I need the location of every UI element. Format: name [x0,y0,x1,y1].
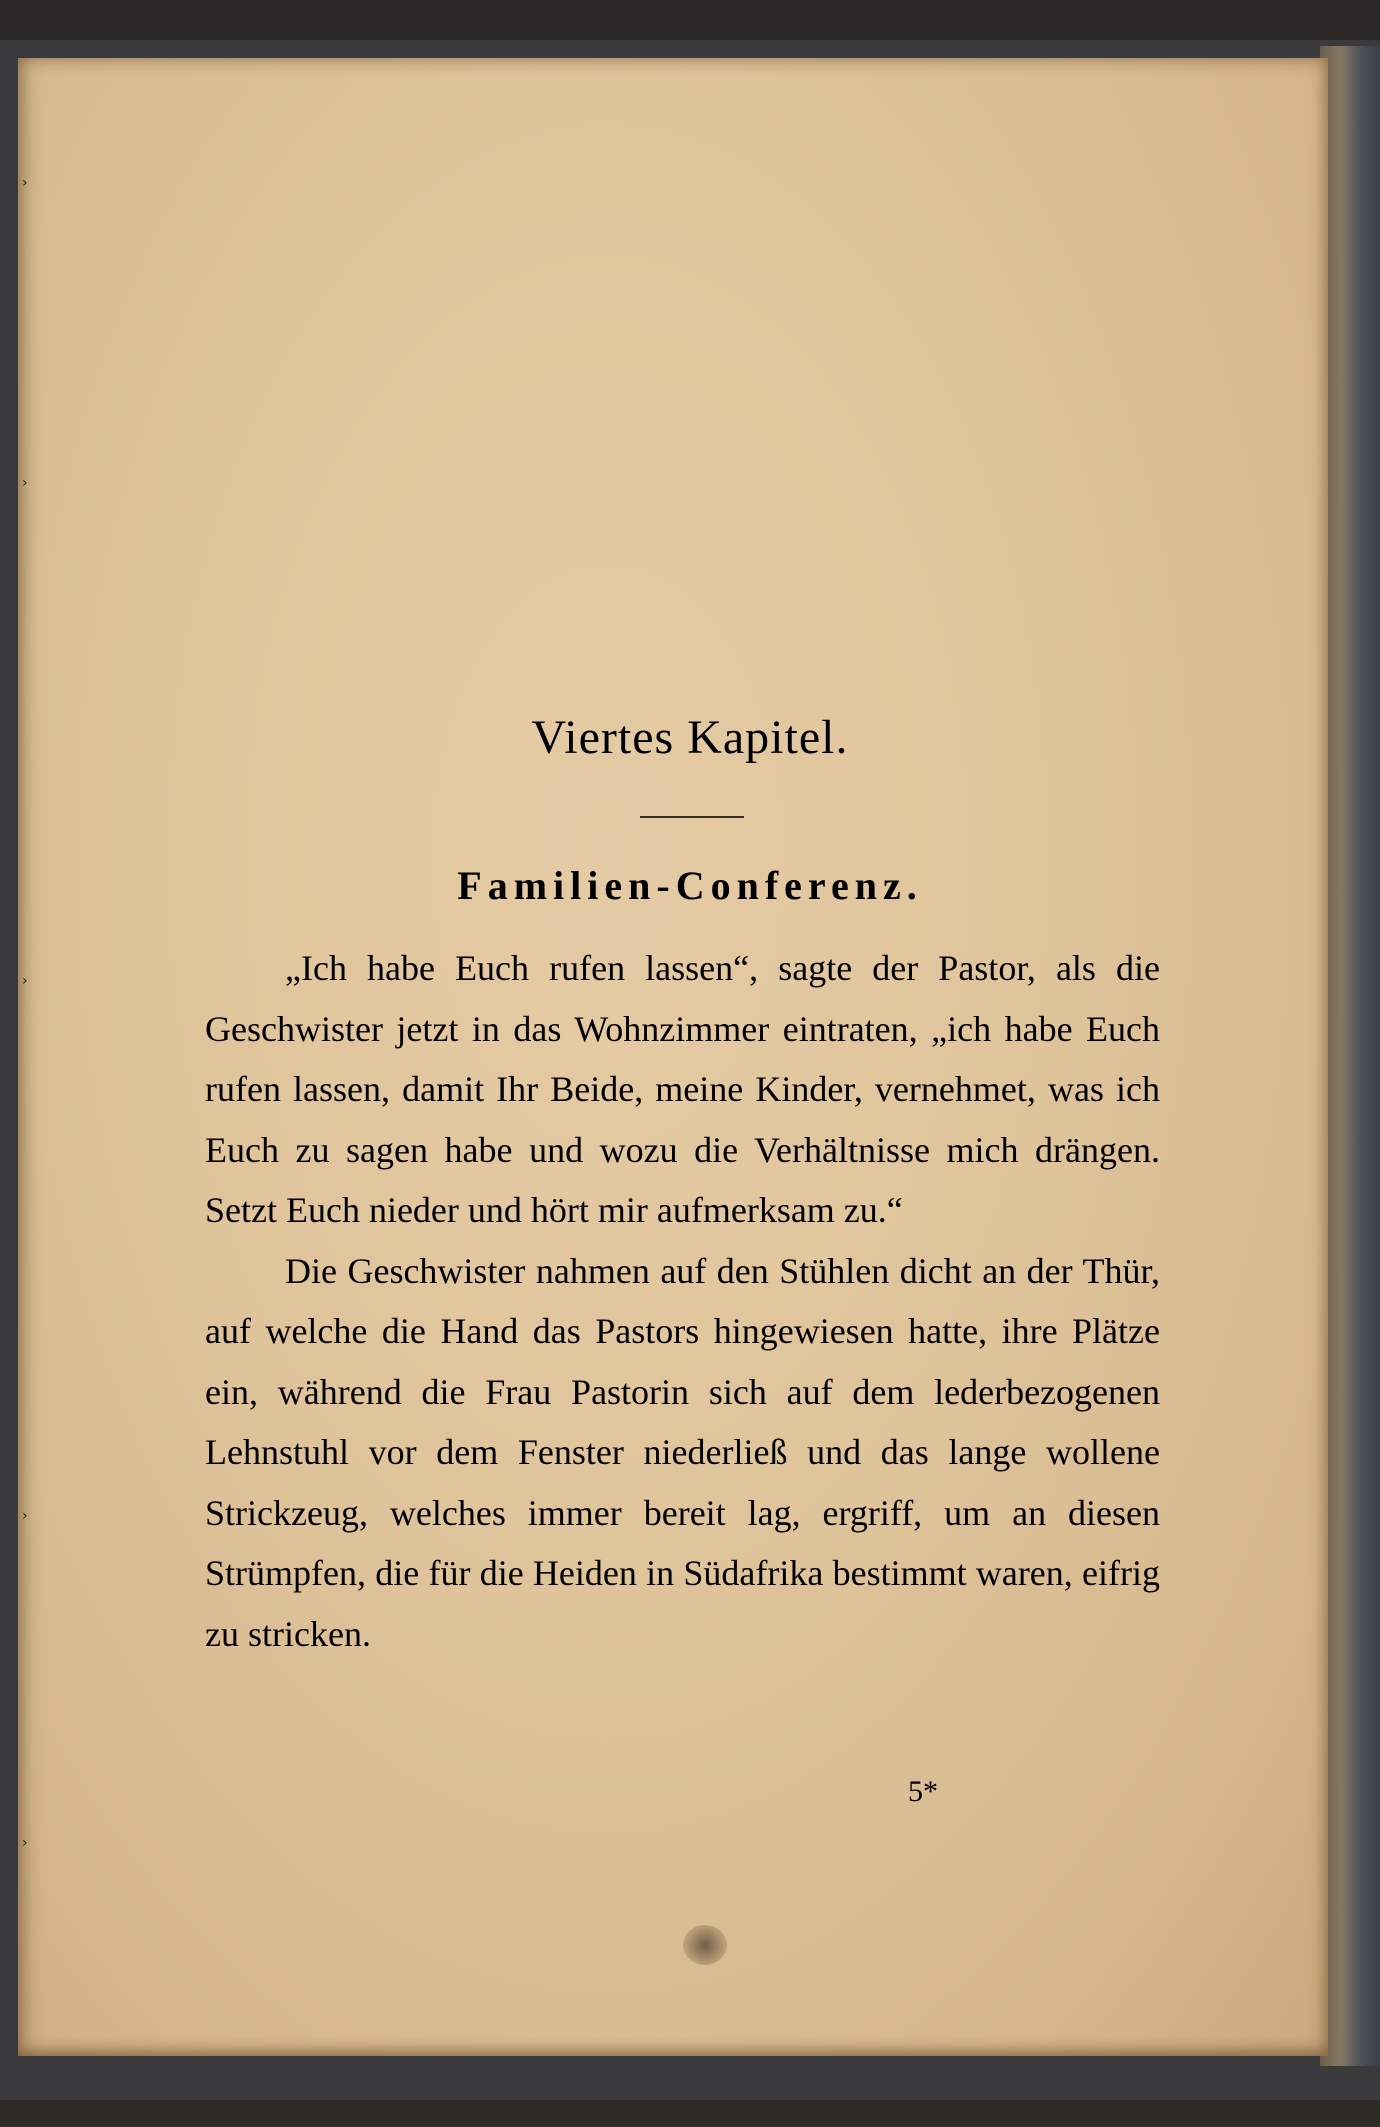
gutter-mark-icon: › [22,175,28,191]
page-number: 5* [908,1775,938,1808]
paragraph: „Ich habe Euch rufen lassen“, sagte der Pastor, als die Geschwister jetzt in das Wohnzimmer eintraten, „ich habe Euch rufen lassen, damit Ihr Beide, meine Kinder, vernehmet, was ich Euch zu sagen habe und wozu die Verhältnisse mich drängen. Setzt Euch nieder und hört mir aufmerksam zu.“ [205,948,1160,1230]
page-block-edge [1320,46,1380,2066]
title-divider [640,816,744,818]
chapter-title: Viertes Kapitel. [531,711,849,764]
body-text [205,938,1160,1664]
gutter-mark-icon: › [22,1835,28,1851]
ink-stain [683,1925,727,1965]
section-title: Familien-Conferenz. [457,863,923,908]
gutter-mark-icon: › [22,1508,28,1524]
paragraph: Die Geschwister nahmen auf den Stühlen dicht an der Thür, auf welche die Hand das Pastors hingewiesen hatte, ihre Plätze ein, während die Frau Pastorin sich auf dem lederbezogenen Lehnstuhl vor dem Fenster niederließ und das lange wollene Strickzeug, welches immer bereit lag, ergriff, um an diesen Strümpfen, die für die Heiden in Südafrika bestimmt waren, eifrig zu stricken. [205,1250,1160,1654]
gutter-mark-icon: › [22,973,28,989]
gutter-mark-icon: › [22,475,28,491]
